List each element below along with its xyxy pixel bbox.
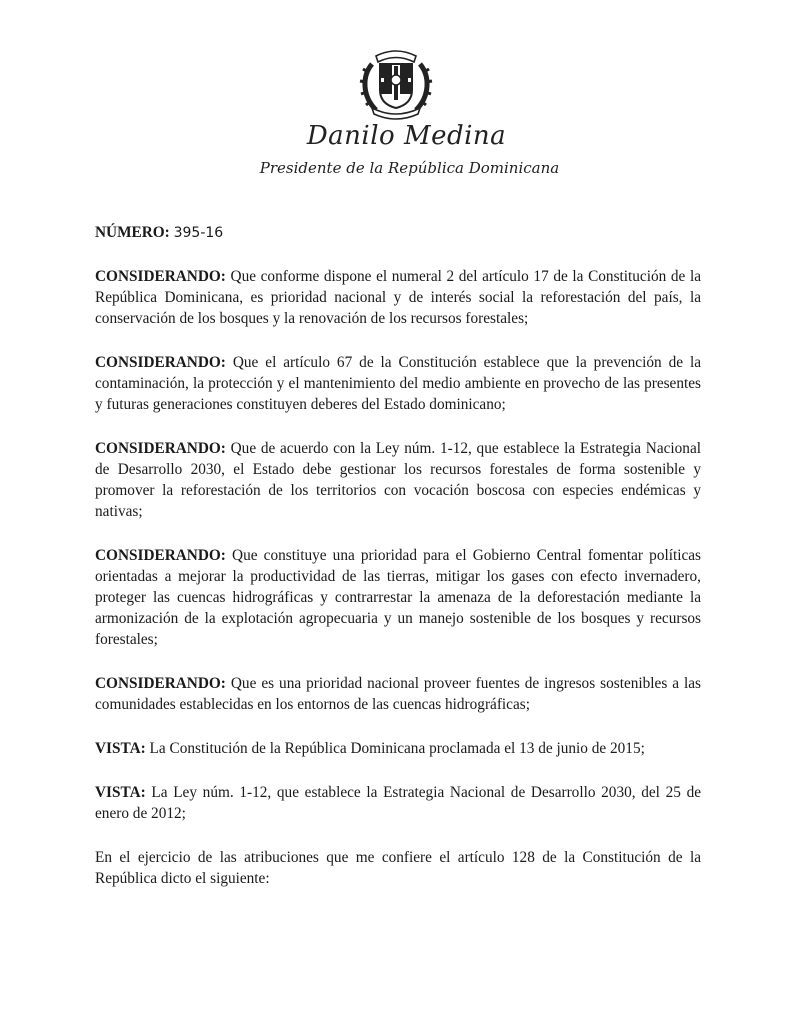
paragraph-considerando-1 [95, 266, 701, 329]
paragraph-lead: CONSIDERANDO: [95, 440, 226, 457]
paragraph-ejercicio [95, 847, 701, 889]
paragraph-considerando-2 [95, 352, 701, 415]
paragraph-lead: CONSIDERANDO: [95, 675, 226, 692]
paragraph-text: Que es una prioridad nacional proveer fuentes de ingresos sostenibles a las comunidades establecidas en los entornos de las cuencas hidrográficas; [95, 675, 701, 713]
paragraph-text: Que de acuerdo con la Ley núm. 1-12, que establece la Estrategia Nacional de Desarrollo 2030, el Estado debe gestionar los recursos forestales de forma sostenible y promover la reforestación de los territorios con vocación boscosa con especies endémicas y nativas; [95, 440, 701, 520]
document-body [95, 222, 701, 912]
paragraph-text: Que conforme dispone el numeral 2 del artículo 17 de la Constitución de la República Dominicana, es prioridad nacional y de interés social la reforestación del país, la conservación de los bosques y la renovación de los recursos forestales; [95, 268, 701, 327]
paragraph-considerando-3 [95, 438, 701, 522]
paragraph-text: Que el artículo 67 de la Constitución establece que la prevención de la contaminación, la protección y el mantenimiento del medio ambiente en provecho de las presentes y futuras generaciones constituyen deberes del Estado dominicano; [95, 354, 702, 413]
paragraph-text: En el ejercicio de las atribuciones que me confiere el artículo 128 de la Constitución de la República dicto el siguiente: [95, 849, 701, 887]
paragraph-lead: VISTA: [95, 740, 146, 757]
paragraph-lead: VISTA: [95, 784, 146, 801]
coat-of-arms-icon [358, 44, 434, 122]
paragraph-lead: CONSIDERANDO: [95, 547, 226, 564]
paragraph-considerando-5 [95, 673, 701, 715]
decree-number-value: 395-16 [173, 225, 224, 241]
paragraph-vista-2 [95, 782, 701, 824]
paragraph-considerando-4 [95, 545, 701, 650]
letterhead [0, 44, 791, 122]
paragraph-lead: CONSIDERANDO: [95, 354, 226, 371]
decree-number-label: NÚMERO: [95, 224, 170, 241]
paragraph-vista-1 [95, 738, 701, 759]
paragraph-text: La Constitución de la República Dominicana proclamada el 13 de junio de 2015; [149, 740, 645, 757]
decree-number [95, 222, 701, 244]
paragraph-lead: CONSIDERANDO: [95, 268, 226, 285]
signature-title: Presidente de la República Dominicana [259, 159, 560, 177]
signature-name: Danilo Medina [306, 121, 507, 151]
paragraph-text: Que constituye una prioridad para el Gobierno Central fomentar políticas orientadas a mejorar la productividad de las tierras, mitigar los gases con efecto invernadero, proteger las cuencas hidrográficas y contrarrestar la amenaza de la deforestación mediante la armonización de la explotación agropecuaria y un manejo sostenible de los bosques y recursos forestales; [95, 547, 701, 648]
paragraph-text: La Ley núm. 1-12, que establece la Estrategia Nacional de Desarrollo 2030, del 25 de enero de 2012; [95, 784, 702, 822]
